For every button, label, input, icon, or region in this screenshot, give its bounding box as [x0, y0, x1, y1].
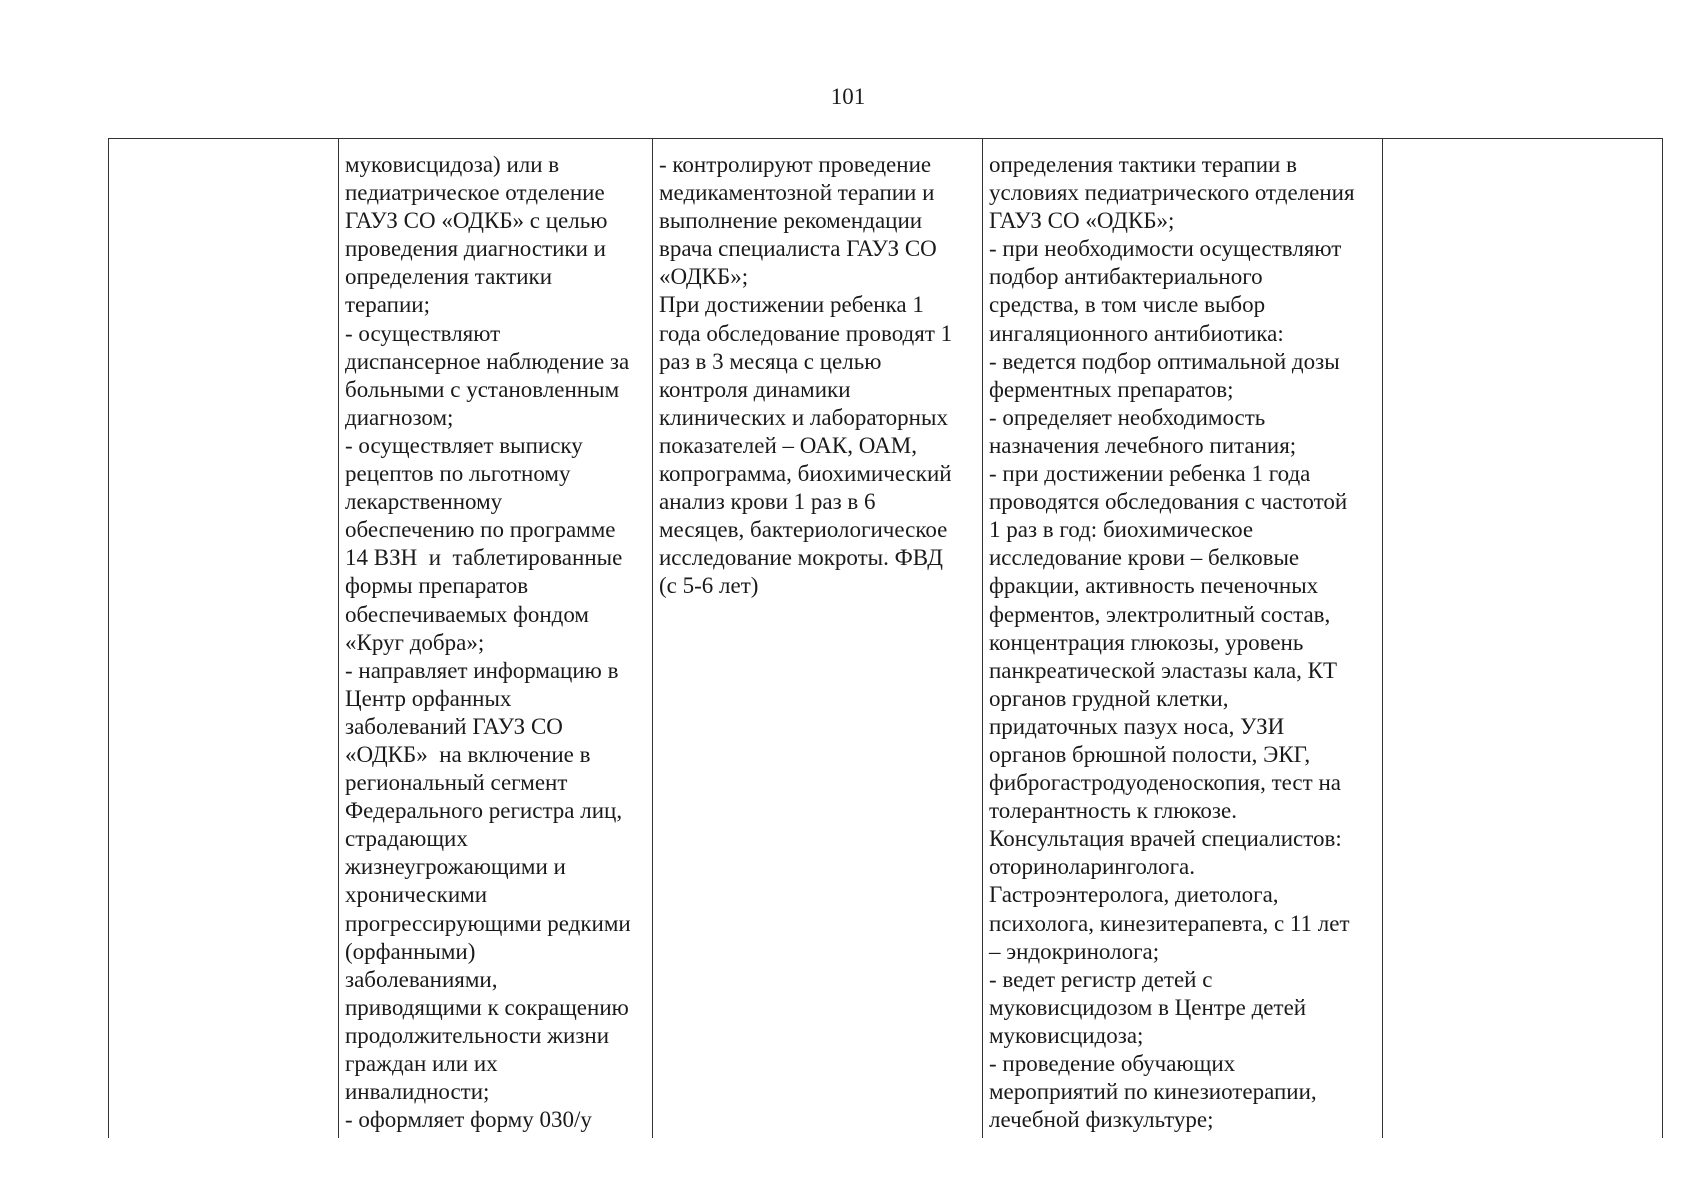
cell-text-line: - оформляет форму 030/у	[345, 1107, 592, 1133]
cell-text-line: - осуществляет выписку	[345, 432, 583, 458]
cell-text-line: (с 5-6 лет)	[659, 573, 759, 599]
cell-text-line: граждан или их	[345, 1051, 498, 1076]
cell-text-line: года обследование проводят 1	[659, 320, 953, 346]
cell-text-line: обеспечению по программе	[345, 517, 616, 543]
cell-text-line: средства, в том числе выбор	[989, 292, 1266, 318]
cell-text-line: ферментов, электролитный состав,	[989, 601, 1331, 627]
table-cell-col5	[1383, 139, 1663, 1139]
cell-text-line: педиатрическое отделение	[345, 180, 605, 206]
cell-text-line: - при достижении ребенка 1 года	[989, 461, 1311, 487]
cell-text-line: диспансерное наблюдение за	[345, 348, 630, 374]
cell-text-line: Консультация врачей специалистов:	[989, 826, 1342, 852]
cell-text-line: медикаментозной терапии и	[659, 180, 935, 206]
cell-text-line: лечебной физкультуре;	[989, 1107, 1214, 1133]
cell-text-line: заболеваний ГАУЗ СО	[345, 713, 563, 739]
cell-text-line: - контролируют проведение	[659, 152, 932, 177]
cell-text-line: концентрация глюкозы, уровень	[989, 629, 1304, 655]
cell-text-line: - проведение обучающих	[989, 1051, 1236, 1076]
cell-text-line: ингаляционного антибиотика:	[989, 320, 1284, 346]
cell-text-line: рецептов по льготному	[345, 461, 571, 487]
cell-text-line: раз в 3 месяца с целью	[659, 348, 882, 374]
cell-text-line: «Круг добра»;	[345, 629, 485, 655]
table-row	[109, 139, 1663, 1139]
table-cell-col3	[653, 139, 983, 1139]
cell-text-line: «ОДКБ»;	[659, 264, 749, 290]
cell-text-line: ферментных препаратов;	[989, 376, 1234, 402]
cell-text-line: формы препаратов	[345, 573, 529, 599]
cell-text-line: ГАУЗ СО «ОДКБ» с целью	[345, 208, 608, 234]
cell-text-line: придаточных пазух носа, УЗИ	[989, 713, 1285, 739]
cell-text-line: муковисцидозом в Центре детей	[989, 994, 1307, 1020]
cell-text-line: лекарственному	[345, 489, 503, 515]
table-cell-col1	[109, 139, 339, 1139]
cell-text-line: - при необходимости осуществляют	[989, 236, 1342, 262]
cell-text-line: продолжительности жизни	[345, 1022, 610, 1048]
cell-text-line: панкреатической эластазы кала, КТ	[989, 657, 1338, 683]
cell-text-line: определения тактики	[345, 264, 553, 290]
cell-text-line: контроля динамики	[659, 376, 851, 402]
cell-text-line: региональный сегмент	[345, 770, 568, 796]
cell-text-line: анализ крови 1 раз в 6	[659, 489, 876, 515]
cell-text-line: жизнеугрожающими и	[345, 854, 566, 880]
cell-text-line: – эндокринолога;	[989, 938, 1160, 964]
cell-text-line: проведения диагностики и	[345, 236, 606, 262]
cell-text-line: заболеваниями,	[345, 966, 498, 992]
cell-text-line: - осуществляют	[345, 320, 501, 346]
cell-text-line: обеспечиваемых фондом	[345, 601, 589, 627]
cell-text-line: страдающих	[345, 826, 468, 852]
cell-text-line: Центр орфанных	[345, 685, 512, 711]
cell-text-line: муковисцидоза;	[989, 1022, 1144, 1048]
cell-text-line: - ведет регистр детей с	[989, 966, 1213, 992]
cell-text-line: «ОДКБ» на включение в	[345, 741, 591, 767]
cell-text-line: - определяет необходимость	[989, 404, 1266, 430]
table-cell-col2	[339, 139, 653, 1139]
cell-text-line: определения тактики терапии в	[989, 152, 1297, 177]
cell-text-line: диагнозом;	[345, 404, 454, 430]
cell-text-line: врача специалиста ГАУЗ СО	[659, 236, 937, 262]
cell-text-line: При достижении ребенка 1	[659, 292, 924, 318]
cell-text-line: проводятся обследования с частотой	[989, 489, 1348, 515]
cell-text-line: инвалидности;	[345, 1079, 490, 1105]
cell-text-line: выполнение рекомендации	[659, 208, 923, 234]
cell-text-line: 1 раз в год: биохимическое	[989, 517, 1254, 543]
cell-text-line: фракции, активность печеночных	[989, 573, 1319, 599]
cell-text-line: оториноларинголога.	[989, 854, 1195, 880]
cell-text-line: хроническими	[345, 882, 488, 908]
cell-text-line: копрограмма, биохимический	[659, 461, 952, 487]
cell-text-line: условиях педиатрического отделения	[989, 180, 1355, 206]
cell-text-line: назначения лечебного питания;	[989, 432, 1297, 458]
cell-text-line: терапии;	[345, 292, 430, 318]
cell-text-line: органов грудной клетки,	[989, 685, 1229, 711]
cell-text-line: толерантность к глюкозе.	[989, 798, 1237, 824]
cell-text-line: исследование мокроты. ФВД	[659, 545, 943, 571]
cell-text-line: фиброгастродуоденоскопия, тест на	[989, 770, 1341, 796]
cell-text-line: подбор антибактериального	[989, 264, 1263, 290]
cell-text-line: Федерального регистра лиц,	[345, 798, 623, 824]
cell-text-line: Гастроэнтеролога, диетолога,	[989, 882, 1279, 908]
cell-text-line: прогрессирующими редкими	[345, 910, 631, 936]
cell-text-line: месяцев, бактериологическое	[659, 517, 948, 543]
cell-text-line: - ведется подбор оптимальной дозы	[989, 348, 1340, 374]
cell-text-line: больными с установленным	[345, 376, 620, 402]
cell-text-line: показателей – ОАК, ОАМ,	[659, 432, 917, 458]
cell-text-line: муковисцидоза) или в	[345, 152, 560, 177]
cell-text-line: (орфанными)	[345, 938, 476, 964]
page-number: 101	[830, 84, 866, 109]
cell-text-line: клинических и лабораторных	[659, 404, 948, 430]
cell-text-line: 14 ВЗН и таблетированные	[345, 545, 623, 571]
cell-text-line: исследование крови – белковые	[989, 545, 1300, 571]
content-table	[108, 138, 1663, 1138]
table-cell-col4	[983, 139, 1383, 1139]
cell-text-line: психолога, кинезитерапевта, с 11 лет	[989, 910, 1350, 936]
cell-text-line: - направляет информацию в	[345, 657, 619, 683]
cell-text-line: органов брюшной полости, ЭКГ,	[989, 741, 1311, 767]
cell-text-line: приводящими к сокращению	[345, 994, 629, 1020]
cell-text-line: ГАУЗ СО «ОДКБ»;	[989, 208, 1175, 234]
cell-text-line: мероприятий по кинезиотерапии,	[989, 1079, 1317, 1105]
